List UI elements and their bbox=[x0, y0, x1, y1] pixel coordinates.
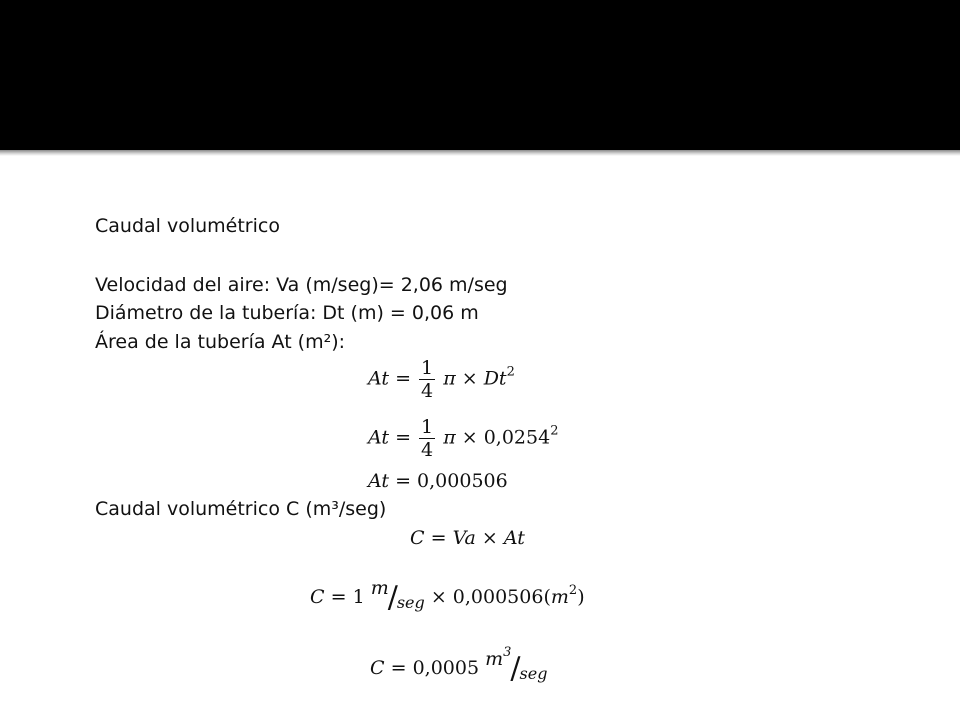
eq1-times: × bbox=[461, 367, 478, 390]
eq5-coef: 1 bbox=[352, 586, 365, 608]
eq5-paren-open: ( bbox=[543, 586, 551, 608]
eq6-slash: / bbox=[510, 651, 521, 686]
eq5-unit-num: m bbox=[370, 577, 389, 599]
eq6-unit-m: m bbox=[485, 648, 504, 670]
eq5-times: × bbox=[430, 586, 447, 608]
eq2-lhs: At bbox=[368, 426, 390, 449]
title-band bbox=[0, 0, 960, 150]
eq5-unit: m bbox=[550, 586, 569, 608]
equation-area-formula bbox=[368, 357, 515, 402]
eq1-numerator: 1 bbox=[421, 357, 434, 379]
eq2-exp: 2 bbox=[550, 423, 559, 439]
eq1-exp: 2 bbox=[506, 364, 515, 380]
flow-label-line: Caudal volumétrico C (m³/seg) bbox=[95, 498, 387, 520]
eq2-fraction bbox=[419, 416, 435, 461]
eq2-op: = bbox=[395, 426, 411, 449]
eq5-exp: 2 bbox=[568, 583, 578, 598]
title-band-shadow bbox=[0, 150, 960, 156]
eq1-op: = bbox=[395, 367, 411, 390]
equation-flow-substituted bbox=[310, 577, 585, 615]
eq5-lhs: C bbox=[310, 586, 325, 608]
eq5-paren-close: ) bbox=[577, 586, 585, 608]
eq5-op: = bbox=[330, 586, 347, 608]
eq6-value: 0,0005 bbox=[412, 657, 480, 679]
eq6-lhs: C bbox=[370, 657, 385, 679]
eq4-b: At bbox=[503, 527, 525, 549]
equation-area-result bbox=[368, 469, 508, 493]
eq6-op: = bbox=[390, 657, 407, 679]
eq2-numerator: 1 bbox=[421, 416, 434, 438]
eq4-op: = bbox=[430, 527, 447, 549]
velocity-line: Velocidad del aire: Va (m/seg)= 2,06 m/seg bbox=[95, 274, 508, 296]
eq3-lhs: At bbox=[368, 470, 390, 492]
area-label-line: Área de la tubería At (m²): bbox=[95, 331, 346, 353]
eq1-fraction bbox=[419, 357, 435, 402]
eq3-op: = bbox=[395, 470, 411, 492]
eq4-lhs: C bbox=[410, 527, 425, 549]
eq2-times: × bbox=[461, 426, 478, 449]
eq1-lhs: At bbox=[368, 367, 390, 390]
eq6-exp: 3 bbox=[503, 645, 512, 660]
equation-flow-formula bbox=[410, 526, 525, 550]
eq5-unit-den: seg bbox=[396, 593, 425, 612]
eq4-times: × bbox=[481, 527, 498, 549]
eq6-unit-num bbox=[485, 645, 512, 670]
equation-flow-result bbox=[370, 645, 548, 686]
eq5-value: 0,000506 bbox=[452, 586, 544, 608]
eq1-pi: π bbox=[443, 367, 456, 390]
equation-area-substituted bbox=[368, 416, 558, 461]
eq6-unit-den: seg bbox=[519, 664, 548, 683]
diameter-line: Diámetro de la tubería: Dt (m) = 0,06 m bbox=[95, 302, 479, 324]
eq1-var: Dt bbox=[483, 367, 507, 390]
eq2-pi: π bbox=[443, 426, 456, 449]
eq4-a: Va bbox=[452, 527, 476, 549]
eq2-denominator: 4 bbox=[421, 439, 434, 461]
eq1-denominator: 4 bbox=[421, 380, 434, 402]
eq3-value: 0,000506 bbox=[417, 470, 508, 492]
eq2-value: 0,0254 bbox=[483, 426, 551, 449]
heading-caudal: Caudal volumétrico bbox=[95, 215, 280, 237]
eq5-slash: / bbox=[387, 580, 398, 615]
